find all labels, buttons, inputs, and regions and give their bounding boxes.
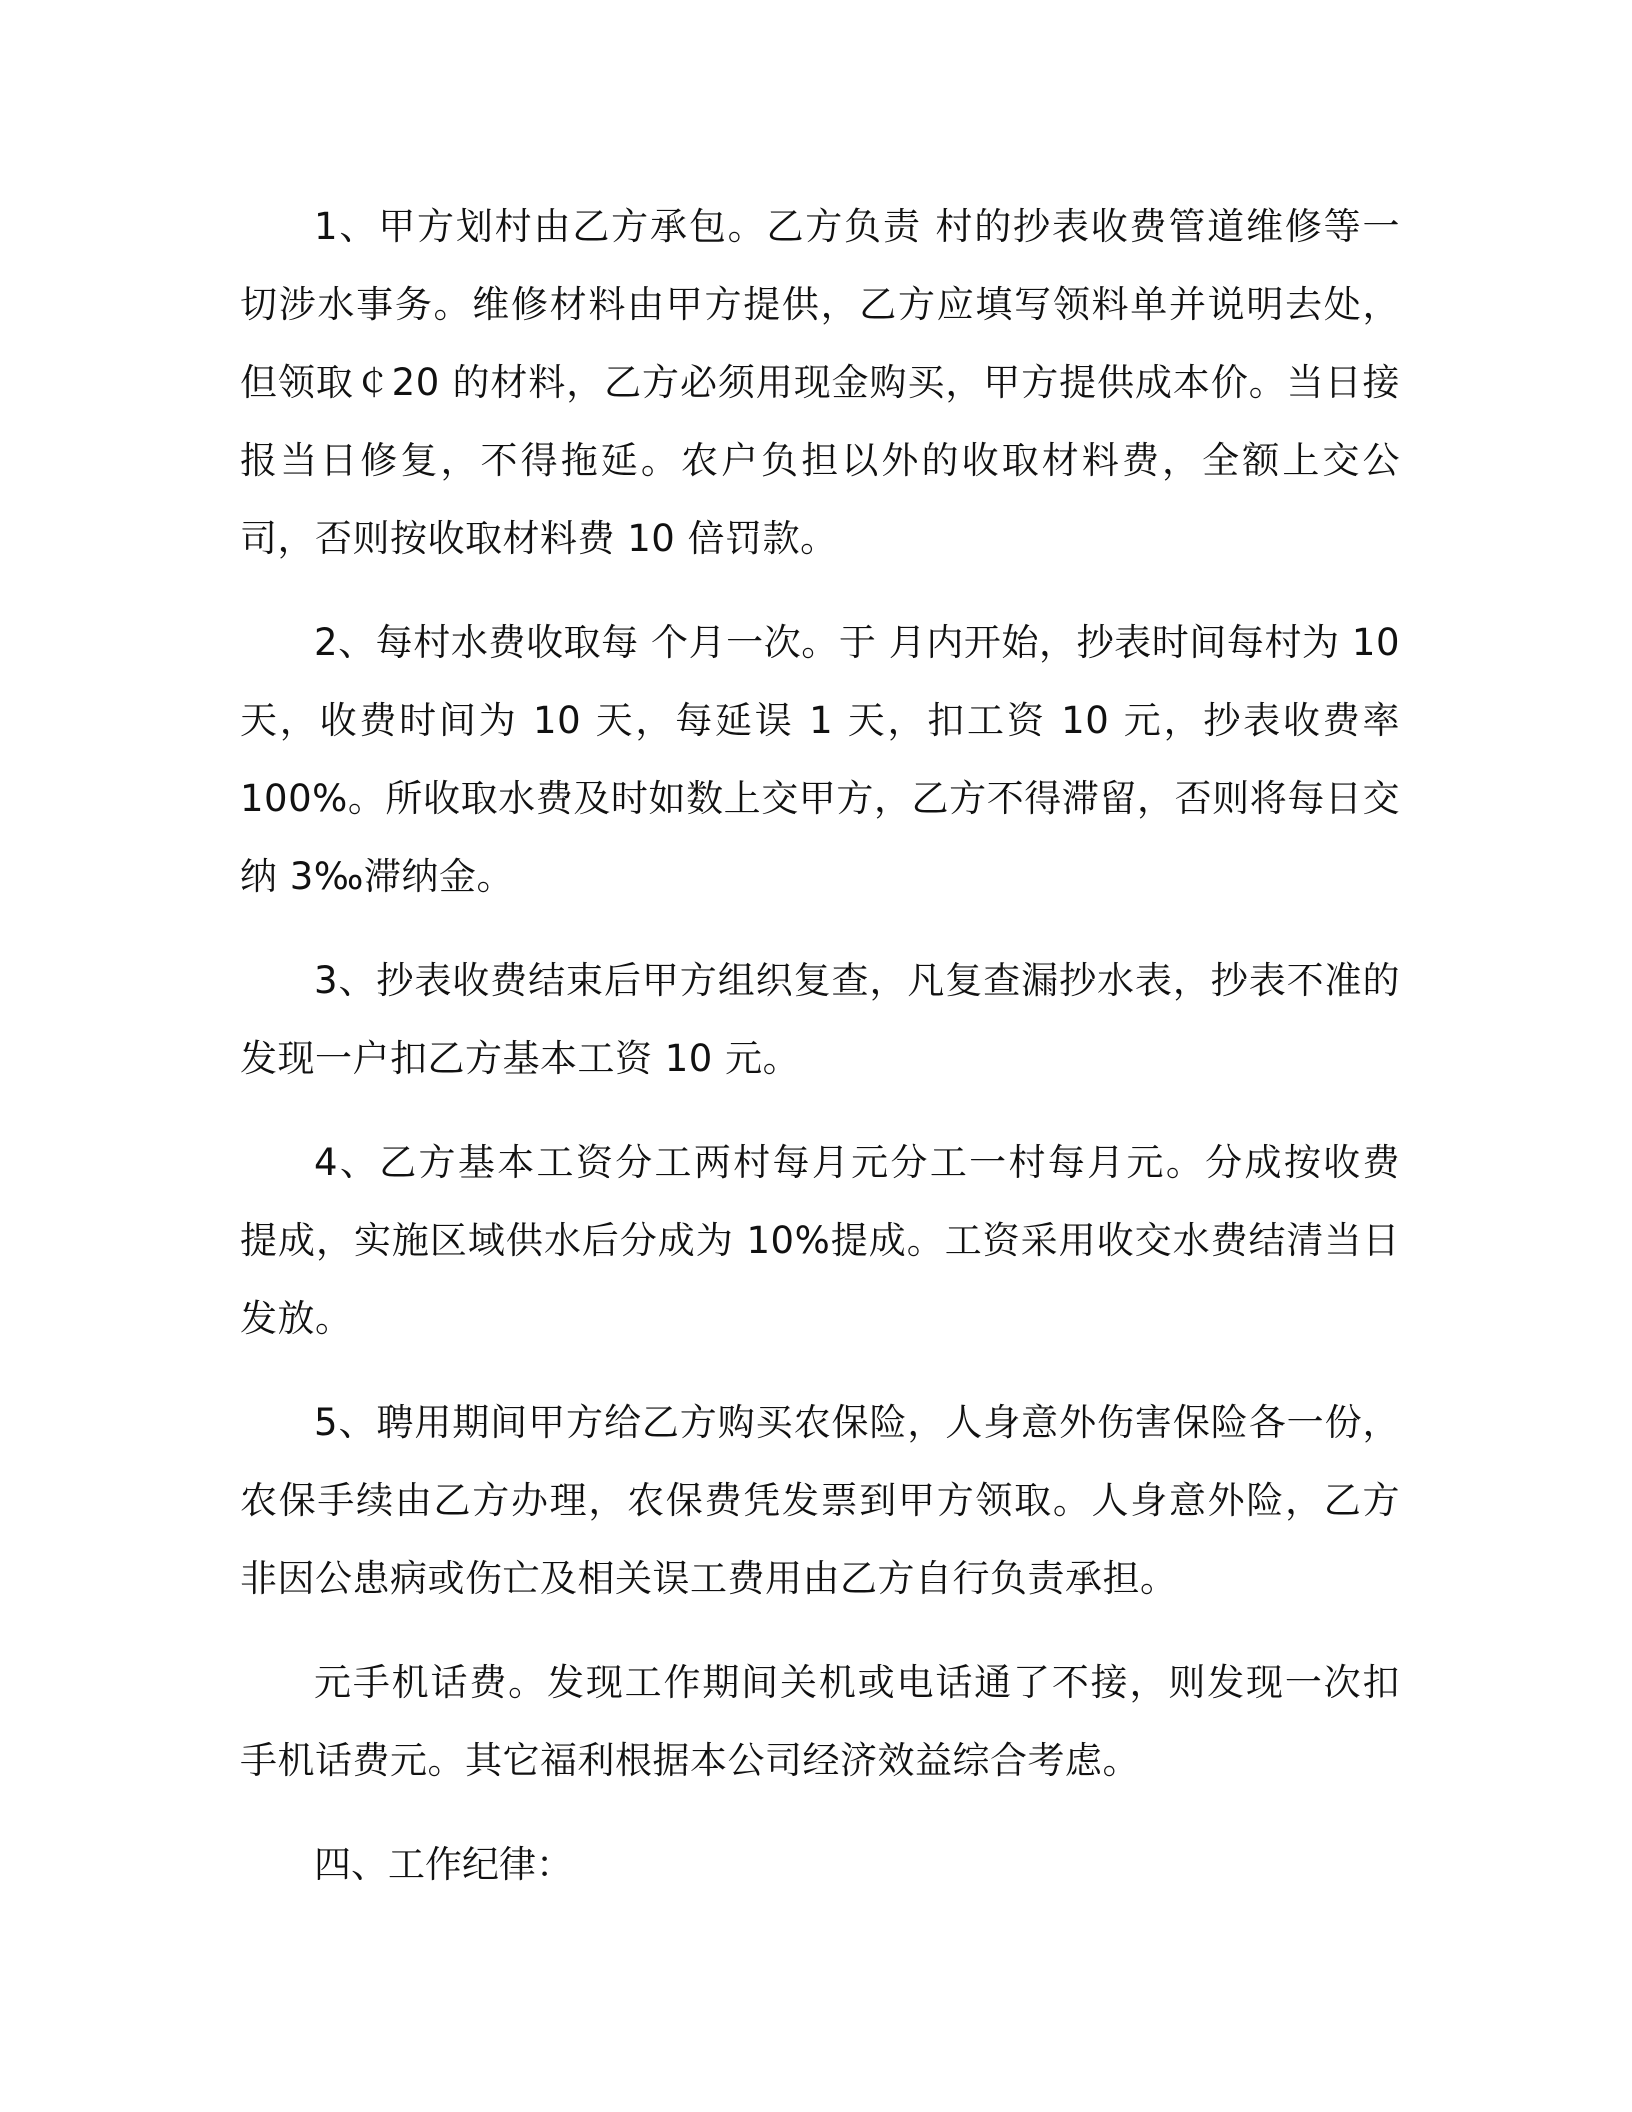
paragraph-5: 5、聘用期间甲方给乙方购买农保险，人身意外伤害保险各一份，农保手续由乙方办理，农保费凭发票到甲方领取。人身意外险，乙方非因公患病或伤亡及相关误工费用由乙方自行负责承担。 <box>240 1401 1400 1600</box>
section-heading: 四、工作纪律： <box>314 1843 573 1886</box>
paragraph-2: 2、每村水费收取每 个月一次。于 月内开始，抄表时间每村为 10 天，收费时间为 10 天，每延误 1 天，扣工资 10 元，抄表收费率 100%。所收取水费及时如数上交甲方，乙方不得滞留，否则将每日交纳 3‰滞纳金。 <box>240 621 1400 898</box>
paragraph-4: 4、乙方基本工资分工两村每月元分工一村每月元。分成按收费 提成，实施区域供水后分成为 10%提成。工资采用收交水费结清当日发放。 <box>240 1141 1400 1340</box>
paragraph-3: 3、抄表收费结束后甲方组织复查，凡复查漏抄水表，抄表不准的发现一户扣乙方基本工资 10 元。 <box>240 959 1400 1080</box>
paragraph-6: 元手机话费。发现工作期间关机或电话通了不接，则发现一次扣手机话费元。其它福利根据本公司经济效益综合考虑。 <box>240 1661 1400 1782</box>
paragraph-1: 1、甲方划村由乙方承包。乙方负责 村的抄表收费管道维修等一切涉水事务。维修材料由甲方提供，乙方应填写领料单并说明去处，但领取￠20 的材料，乙方必须用现金购买，甲方提供成本价。当日接报当日修复，不得拖延。农户负担以外的收取材料费，全额上交公司，否则按收取材料费 10 倍罚款。 <box>240 205 1400 560</box>
document-body <box>240 188 1400 1904</box>
